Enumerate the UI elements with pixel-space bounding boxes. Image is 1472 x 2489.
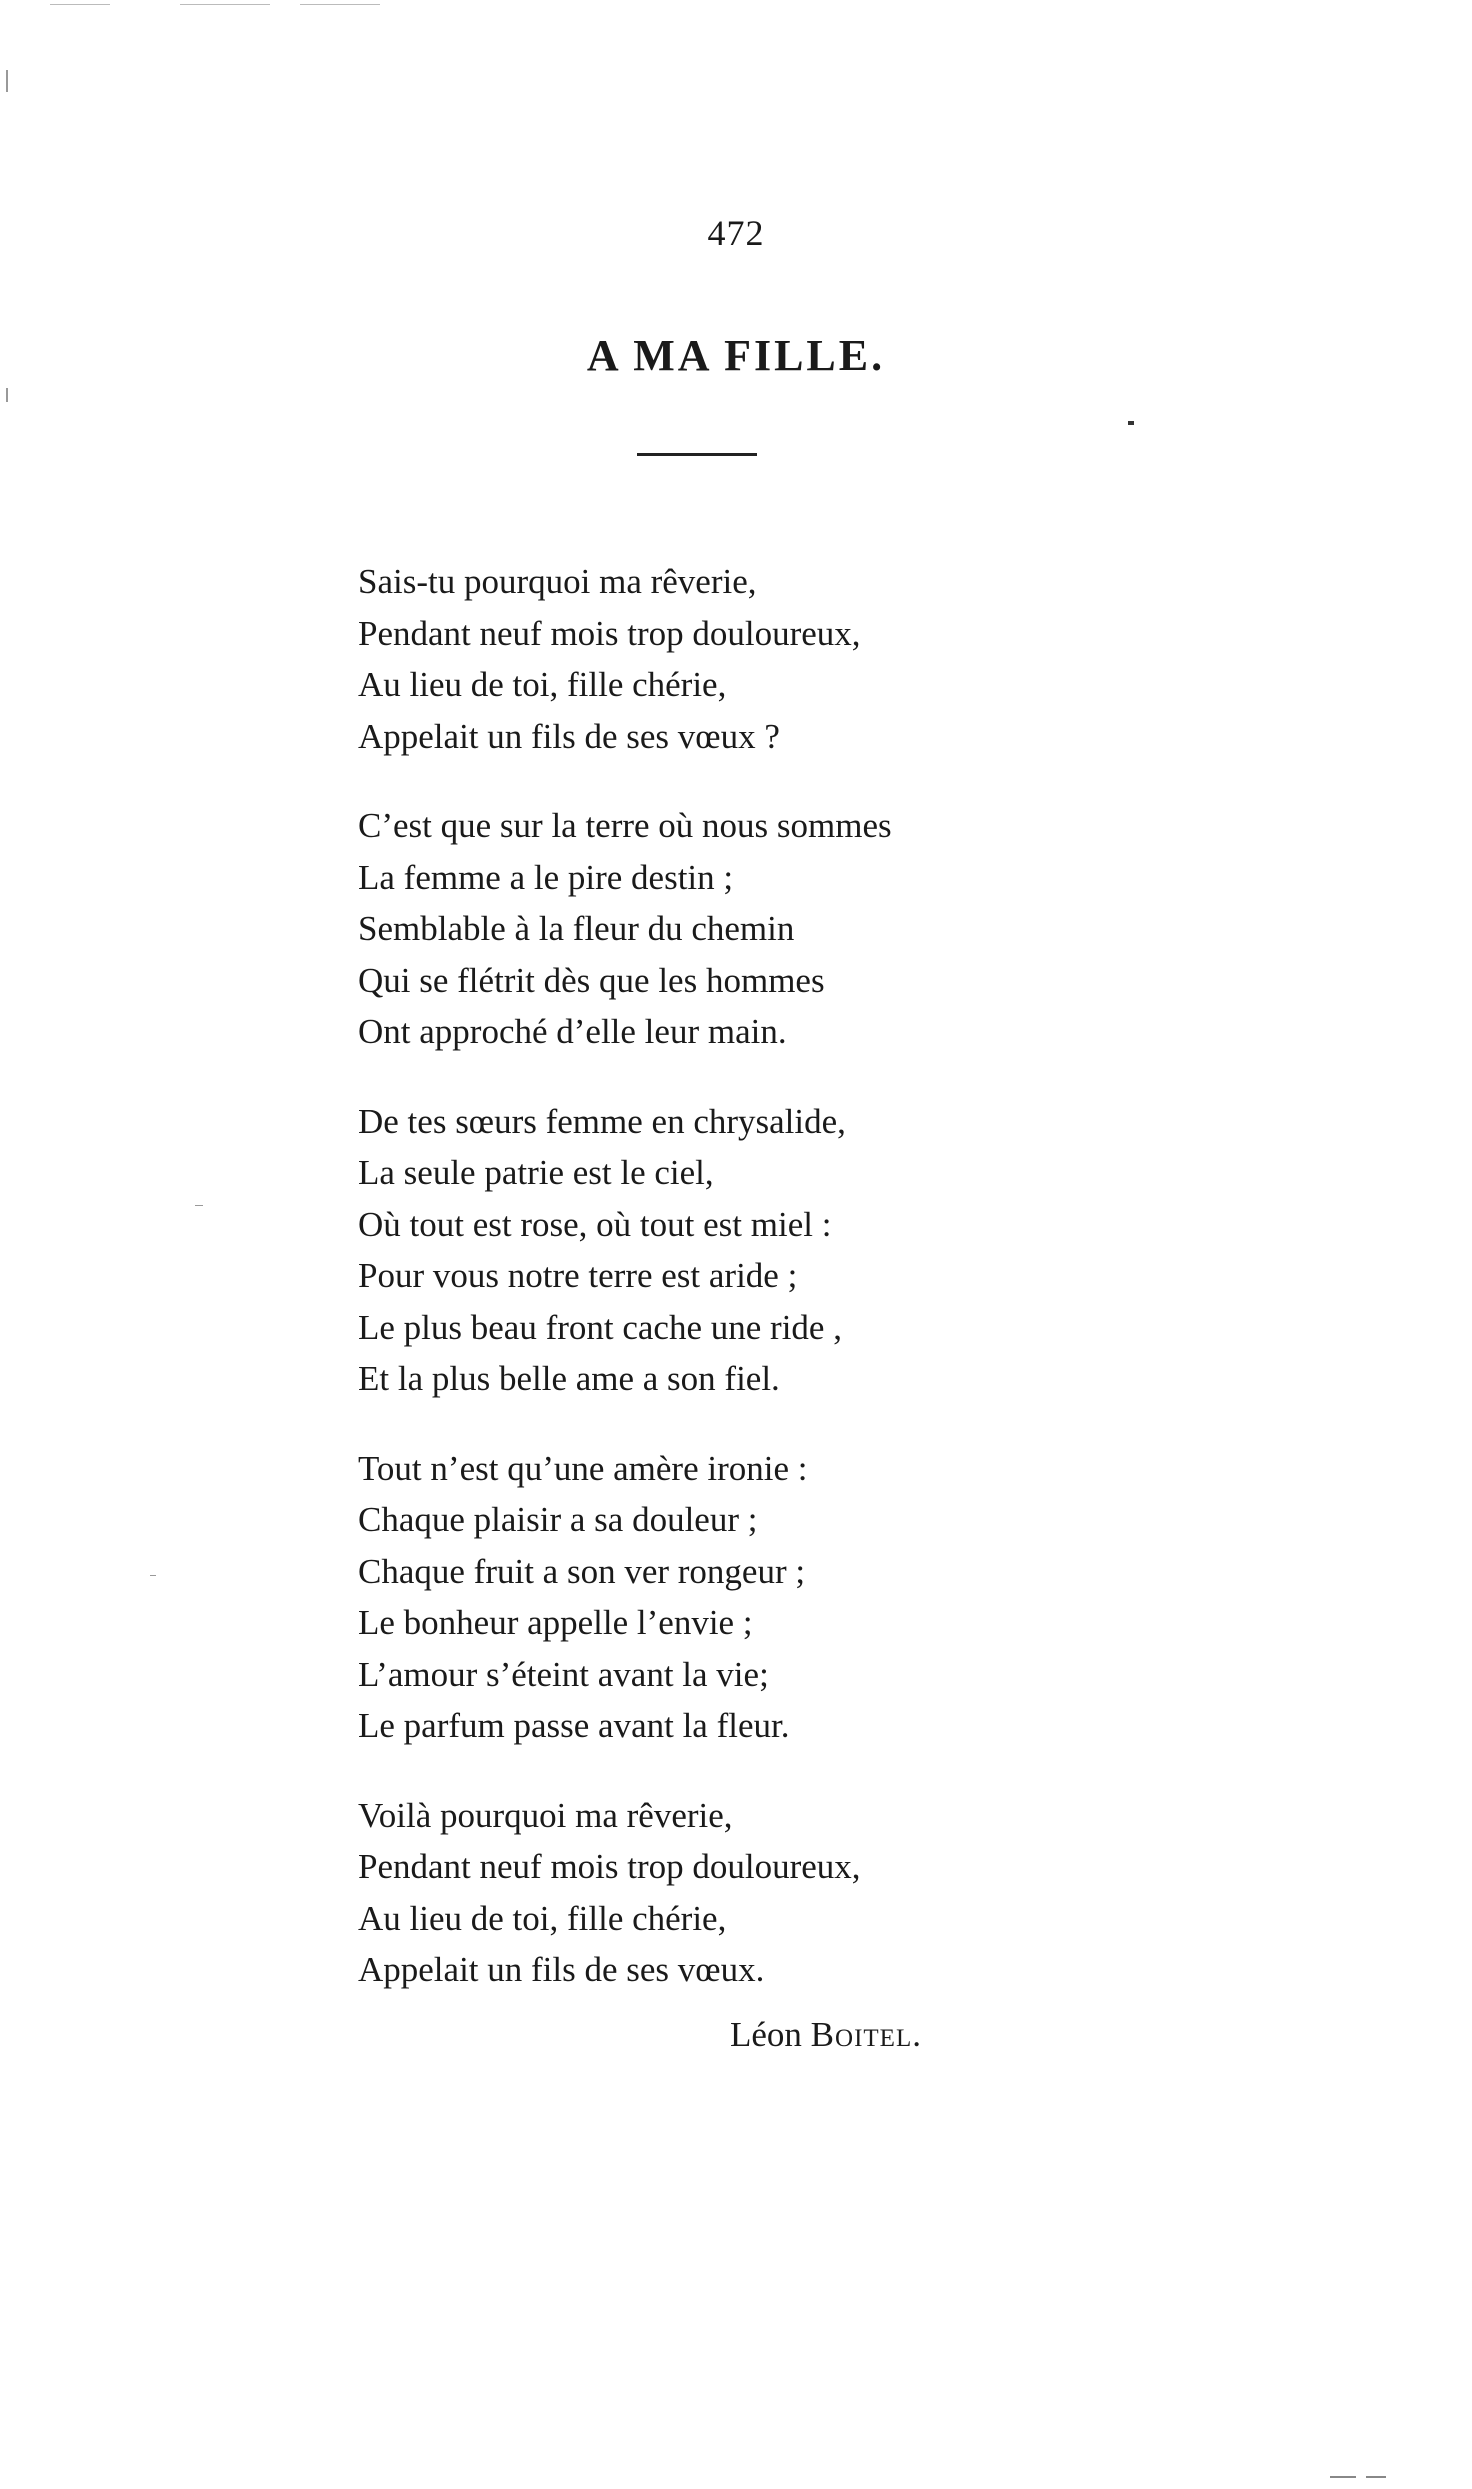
verse-line: Le plus beau front cache une ride , (358, 1307, 842, 1347)
scan-speck (180, 4, 270, 5)
verse-line: Tout n’est qu’une amère ironie : (358, 1448, 808, 1488)
verse-line: Et la plus belle ame a son fiel. (358, 1359, 780, 1398)
verse-line: Ont approché d’elle leur main. (358, 1012, 787, 1051)
verse-line: De tes sœurs femme en chrysalide, (358, 1101, 846, 1141)
verse-line: Appelait un fils de ses vœux ? (358, 716, 780, 756)
page-number: 472 (707, 213, 765, 253)
verse-line: L’amour s’éteint avant la vie; (358, 1654, 769, 1694)
verse-line: Chaque plaisir a sa douleur ; (358, 1500, 758, 1539)
verse-line: Le bonheur appelle l’envie ; (358, 1603, 753, 1642)
scan-speck (1330, 2476, 1356, 2478)
verse-line: Sais-tu pourquoi ma rêverie, (358, 562, 757, 601)
verse-line: Au lieu de toi, fille chérie, (358, 665, 727, 704)
stanza-4 (358, 1443, 1258, 1752)
scan-speck (6, 388, 8, 402)
verse-line: La femme a le pire destin ; (358, 857, 734, 897)
stanza-1 (358, 556, 1258, 762)
scan-speck (150, 1575, 156, 1576)
verse-line: Au lieu de toi, fille chérie, (358, 1898, 727, 1938)
verse-line: Qui se flétrit dès que les hommes (358, 960, 825, 1000)
verse-line: Chaque fruit a son ver rongeur ; (358, 1551, 806, 1591)
scan-speck (195, 1205, 203, 1206)
stanza-2 (358, 800, 1258, 1058)
verse-line: Pendant neuf mois trop douloureux, (358, 613, 861, 653)
title-divider (637, 453, 757, 456)
author-signature (730, 2015, 922, 2055)
verse-line: C’est que sur la terre où nous sommes (358, 806, 892, 845)
verse-line: Semblable à la fleur du chemin (358, 909, 795, 948)
author-last-name: Boitel. (810, 2015, 922, 2054)
verse-line: Pour vous notre terre est aride ; (358, 1256, 798, 1295)
poem-title: A MA FILLE. (586, 331, 886, 380)
scan-speck (300, 4, 380, 5)
stanza-5 (358, 1790, 1258, 1996)
scan-speck (50, 4, 110, 5)
verse-line: Le parfum passe avant la fleur. (358, 1706, 790, 1745)
verse-line: Où tout est rose, où tout est miel : (358, 1204, 832, 1244)
verse-line: Appelait un fils de ses vœux. (358, 1950, 765, 1989)
poem-body (358, 556, 1258, 2034)
verse-line: Pendant neuf mois trop douloureux, (358, 1847, 861, 1886)
verse-line: Voilà pourquoi ma rêverie, (358, 1795, 733, 1835)
stanza-3 (358, 1096, 1258, 1405)
scan-speck (1128, 421, 1134, 425)
verse-line: La seule patrie est le ciel, (358, 1153, 714, 1192)
author-first-name: Léon (730, 2015, 811, 2054)
scan-speck (6, 70, 8, 92)
scan-speck (1366, 2476, 1386, 2478)
